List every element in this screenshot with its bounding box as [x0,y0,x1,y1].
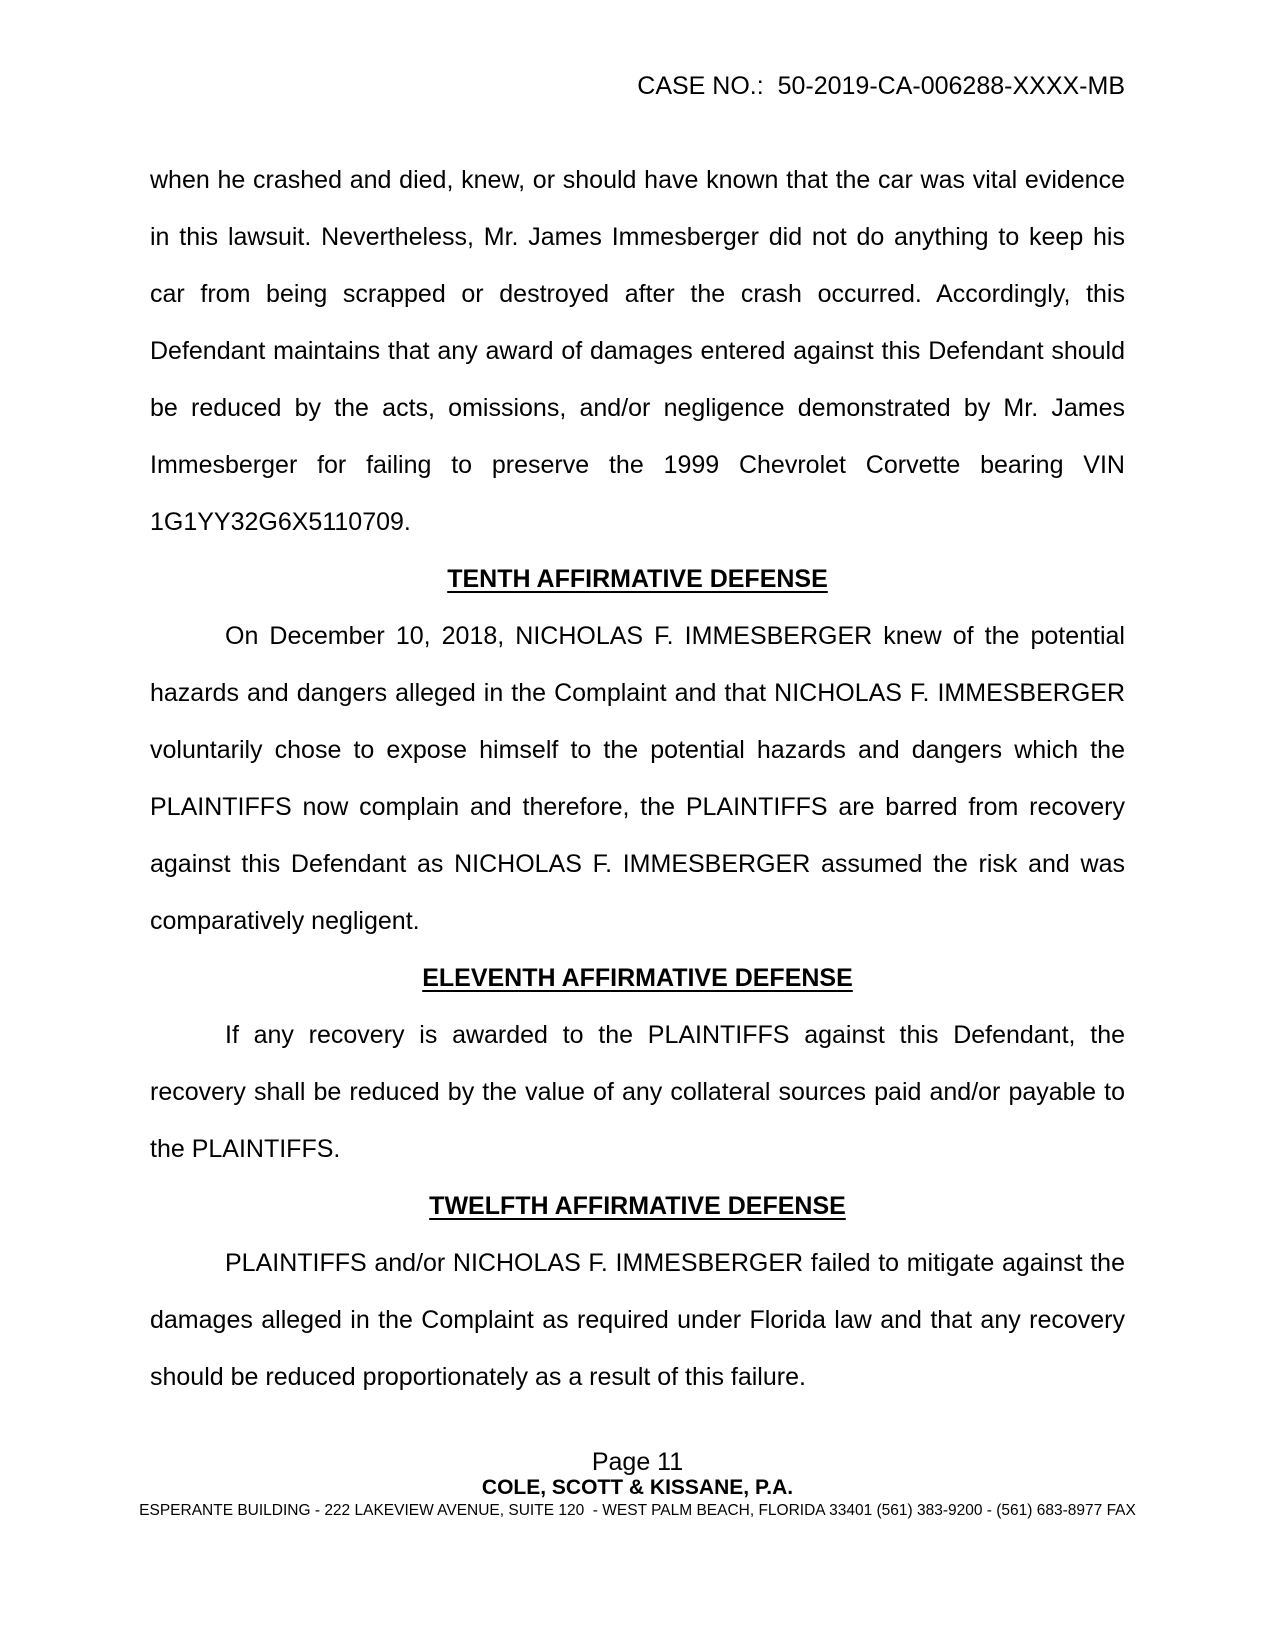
page-number: Page 11 [591,1448,684,1476]
page-footer [0,1449,1275,1521]
paragraph-tenth-affirmative-defense: On December 10, 2018, NICHOLAS F. IMMESBERGER knew of the potential hazards and dangers alleged in the Complaint and that NICHOLAS F. IMMESBERGER voluntarily chose to expose himself to the potential hazards and dangers which the PLAINTIFFS now complain and therefore, the PLAINTIFFS are barred from recovery against this Defendant as NICHOLAS F. IMMESBERGER assumed the risk and was comparatively negligent. [150,622,1125,935]
heading-twelfth-affirmative-defense [150,1178,1125,1235]
heading-tenth-affirmative-defense-text: TENTH AFFIRMATIVE DEFENSE [447,565,828,593]
firm-name: COLE, SCOTT & KISSANE, P.A. [481,1476,794,1499]
case-number: CASE NO.: 50-2019-CA-006288-XXXX-MB [637,72,1125,100]
heading-eleventh-affirmative-defense-text: ELEVENTH AFFIRMATIVE DEFENSE [422,964,853,992]
heading-twelfth-affirmative-defense-text: TWELFTH AFFIRMATIVE DEFENSE [429,1192,846,1220]
paragraph-spoliation-continuation: when he crashed and died, knew, or should have known that the car was vital evidence in this lawsuit. Nevertheless, Mr. James Immesberger did not do anything to keep his car from being scrapped or destroyed after the crash occurred. Accordingly, this Defendant maintains that any award of damages entered against this Defendant should be reduced by the acts, omissions, and/or negligence demonstrated by Mr. James Immesberger for failing to preserve the 1999 Chevrolet Corvette bearing VIN 1G1YY32G6X5110709. [150,166,1125,536]
paragraph-eleventh-affirmative-defense: If any recovery is awarded to the PLAINTIFFS against this Defendant, the recovery shall be reduced by the value of any collateral sources paid and/or payable to the PLAINTIFFS. [150,1021,1125,1163]
firm-address: ESPERANTE BUILDING - 222 LAKEVIEW AVENUE, SUITE 120 - WEST PALM BEACH, FLORIDA 33401 (561) 383-9200 - (561) 683-8977 FAX [139,1502,1136,1519]
heading-tenth-affirmative-defense [150,551,1125,608]
heading-eleventh-affirmative-defense [150,950,1125,1007]
document-body [150,152,1125,1406]
paragraph-twelfth-affirmative-defense: PLAINTIFFS and/or NICHOLAS F. IMMESBERGER failed to mitigate against the damages alleged in the Complaint as required under Florida law and that any recovery should be reduced proportionately as a result of this failure. [150,1249,1125,1391]
